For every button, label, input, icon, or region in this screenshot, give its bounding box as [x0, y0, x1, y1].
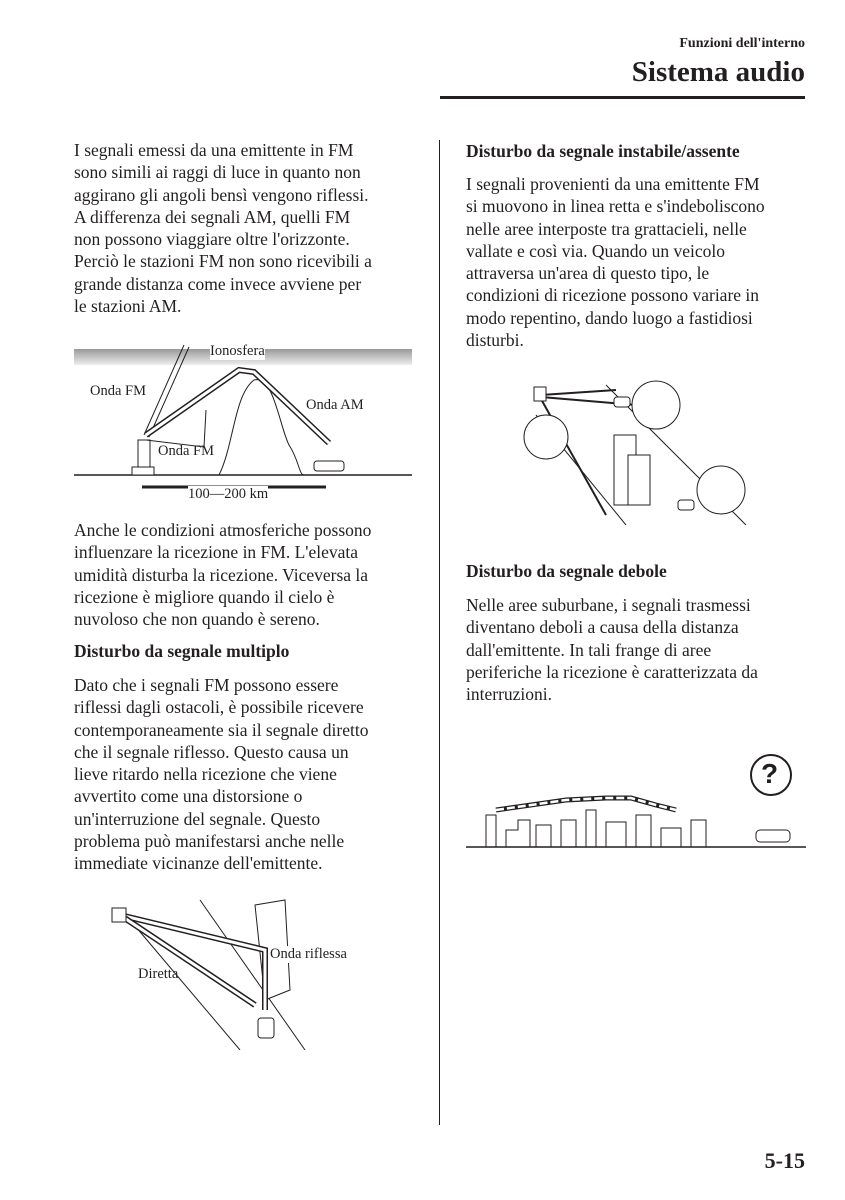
fm-intro-paragraph: I segnali emessi da una emittente in FM sono simili ai raggi di luce in quanto non aggirano gli angoli bensì vengono riflessi. A differenza dei segnali AM, quelli FM non possono viaggiare oltre l'orizzonte. Perciò le stazioni FM non sono ricevibili a grande distanza come invece avviene per le stazioni AM.	[74, 140, 372, 317]
page-title: Sistema audio	[631, 56, 805, 88]
unstable-signal-figure	[516, 375, 756, 525]
page-number: 5-15	[764, 1148, 805, 1173]
unstable-paragraph: I segnali provenienti da una emittente FM si muovono in linea retta e s'indeboliscono nelle aree interposte tra grattacieli, nelle vallate e così via. Quando un veicolo attraversa un'area di questo tipo, le condizioni di ricezione possono variare in modo repentino, dando luogo a fastidiosi disturbi.	[466, 174, 765, 351]
fm-am-propagation-figure	[74, 335, 414, 505]
reflected-label: Onda riflessa	[270, 946, 347, 962]
section-title: Funzioni dell'interno	[679, 36, 805, 51]
fm-wave-label: Onda FM	[90, 383, 146, 399]
unstable-signal-illustration	[516, 375, 756, 525]
unstable-heading: Disturbo da segnale instabile/assente	[466, 141, 740, 161]
column-divider	[439, 140, 440, 1125]
header-rule	[440, 96, 805, 99]
weak-signal-heading: Disturbo da segnale debole	[466, 561, 667, 581]
distance-label: 100—200 km	[188, 486, 269, 502]
multipath-paragraph: Dato che i segnali FM possono essere riflessi dagli ostacoli, è possibile ricevere contemporaneamente sia il segnale diretto che il segnale riflesso. Questo causa un lieve ritardo nella ricezione che viene avvertito come una distorsione o un'interruzione del segnale. Questo problema può manifestarsi anche nelle immediate vicinanze dell'emittente.	[74, 675, 369, 874]
propagation-illustration	[74, 335, 414, 505]
multipath-heading: Disturbo da segnale multiplo	[74, 641, 290, 661]
multipath-figure	[90, 890, 390, 1050]
multipath-illustration	[90, 890, 390, 1050]
ionosphere-label: Ionosfera	[210, 343, 265, 359]
weak-signal-paragraph: Nelle aree suburbane, i segnali trasmessi diventano deboli a causa della distanza dall'emittente. In tali frange di aree periferiche la ricezione è caratterizzata da interruzioni.	[466, 595, 758, 705]
direct-label: Diretta	[138, 966, 179, 982]
am-wave-label: Onda AM	[306, 397, 364, 413]
weak-signal-illustration	[466, 750, 806, 850]
question-mark-icon: ?	[761, 758, 779, 789]
atmospheric-paragraph: Anche le condizioni atmosferiche possono influenzare la ricezione in FM. L'elevata umidità disturba la ricezione. Viceversa la ricezione è migliore quando il cielo è nuvoloso che non quando è sereno.	[74, 520, 372, 630]
fm-wave-ground-label: Onda FM	[158, 443, 214, 459]
weak-signal-figure	[466, 750, 806, 850]
